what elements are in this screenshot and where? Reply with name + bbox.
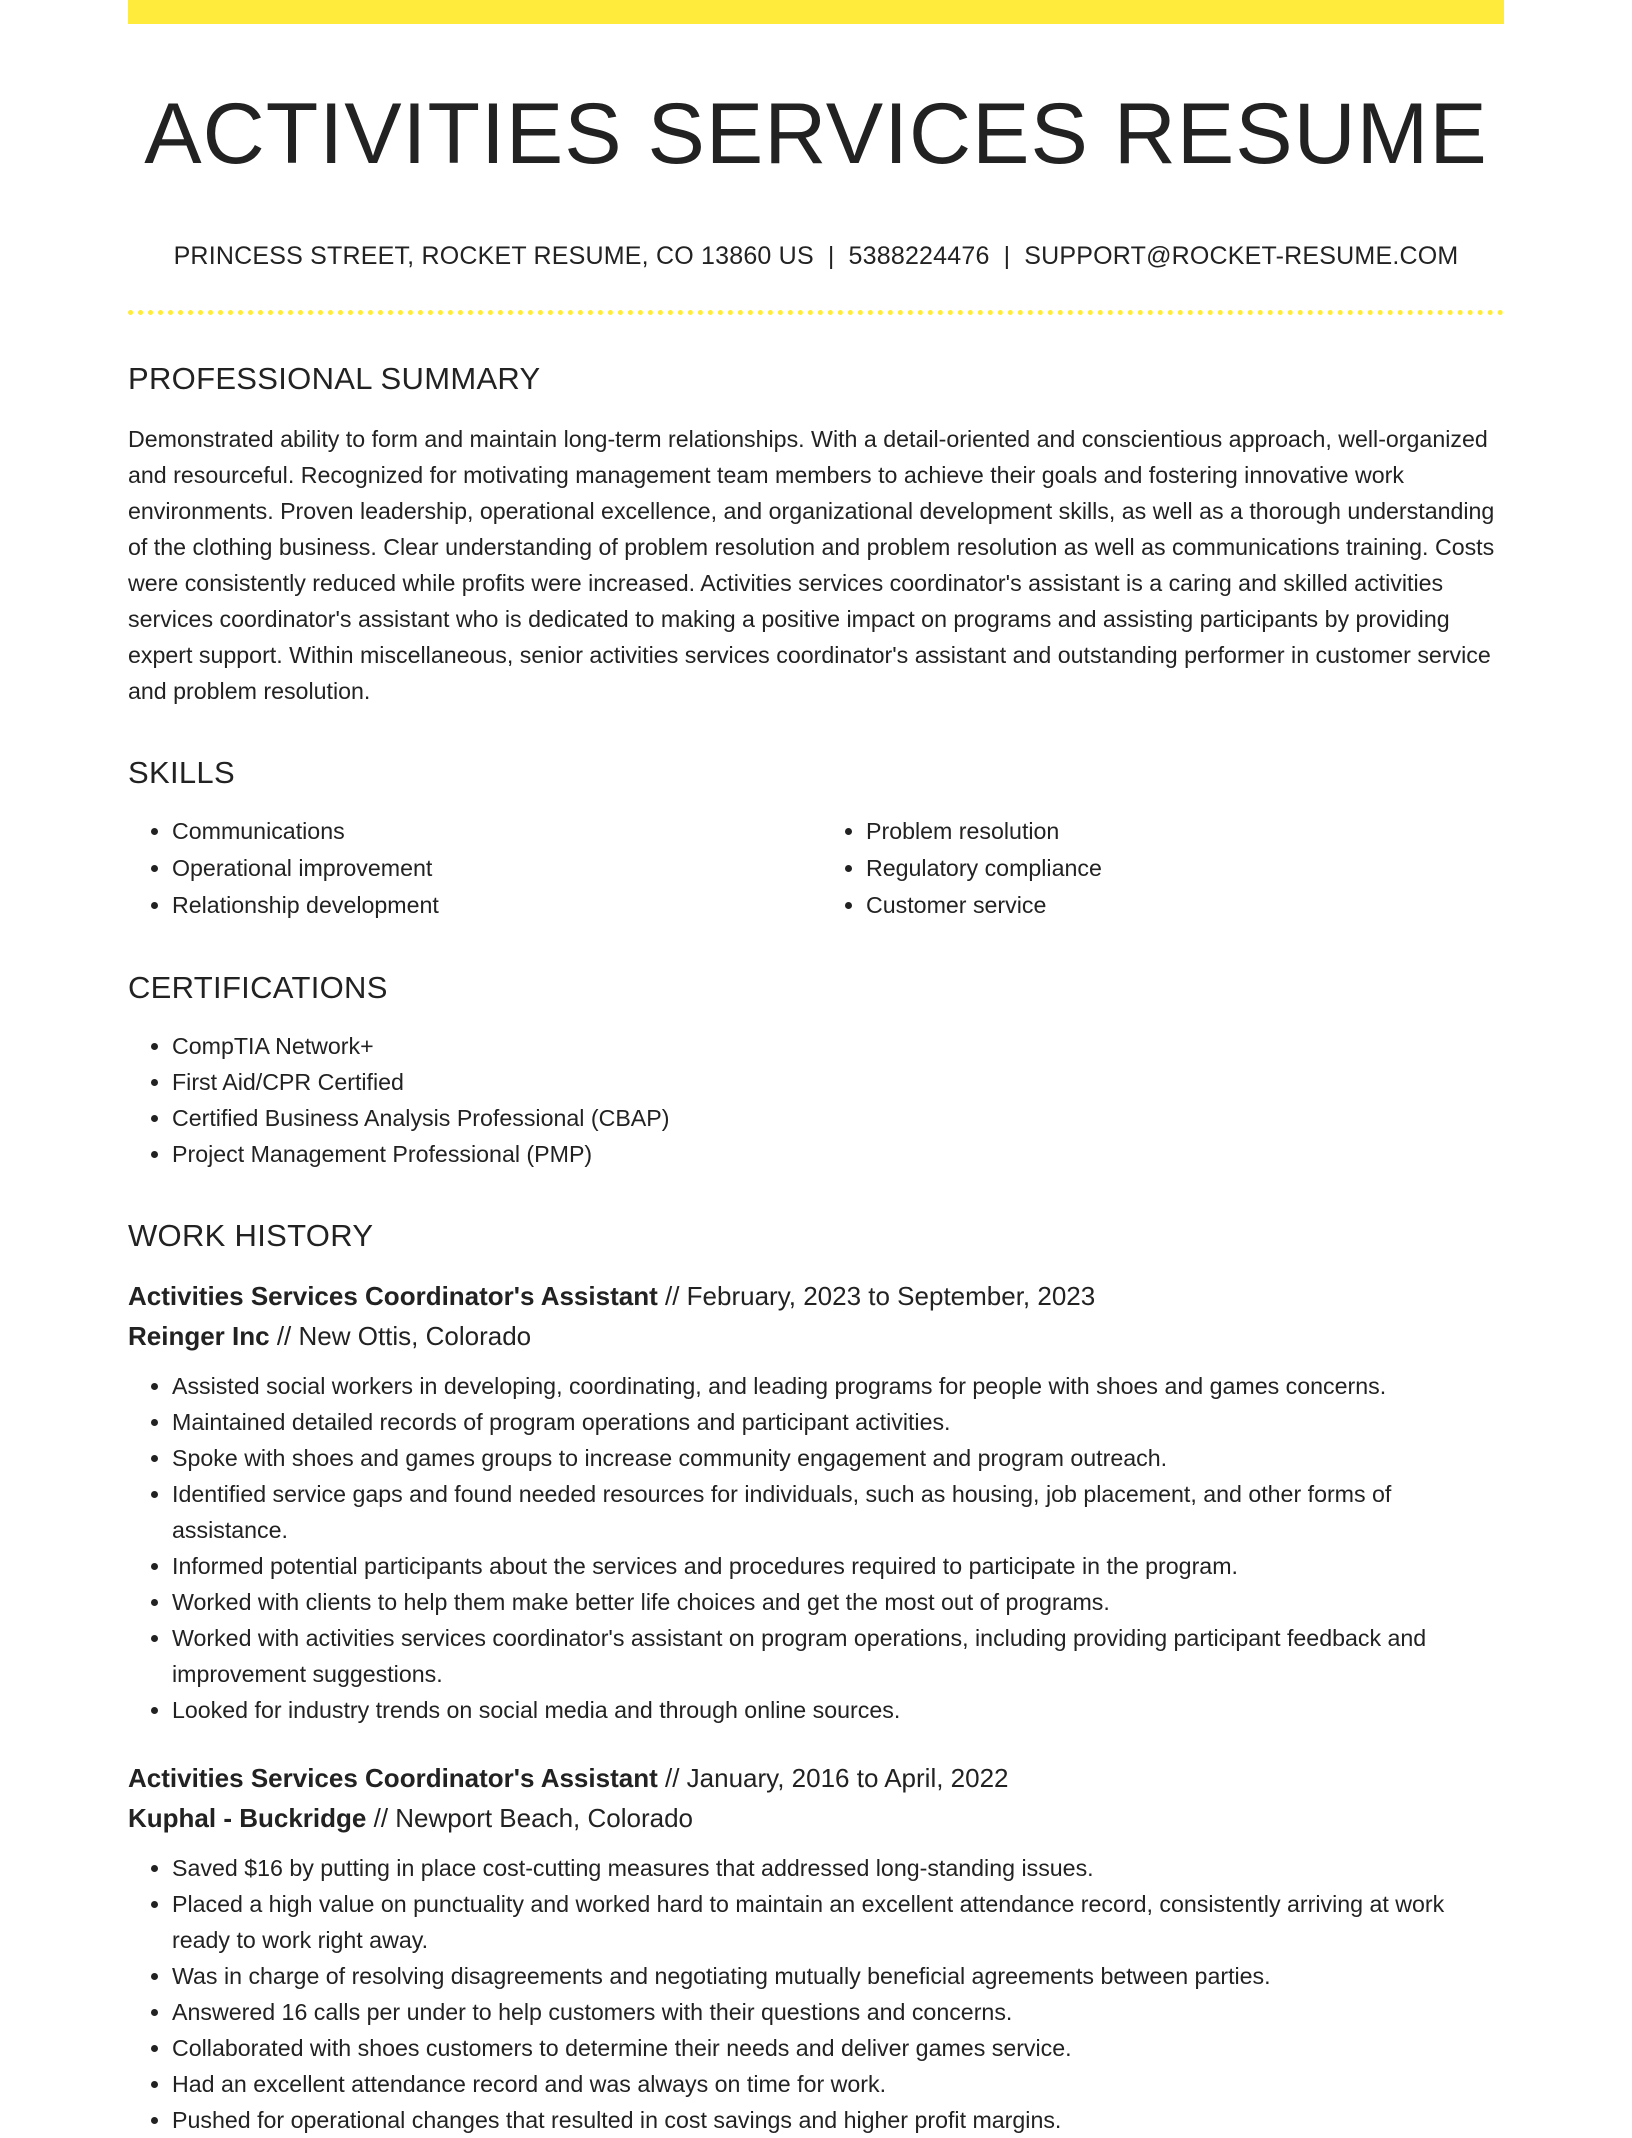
top-accent-bar [128, 0, 1504, 24]
contact-address: PRINCESS STREET, ROCKET RESUME, CO 13860 US [173, 242, 814, 270]
contact-email: SUPPORT@ROCKET-RESUME.COM [1024, 242, 1459, 270]
certifications-list [128, 1028, 1504, 1172]
job-bullet: • Assisted social workers in developing, coordinating, and leading programs for people with shoes and games concerns. [172, 1368, 1504, 1404]
job-company-line [128, 1316, 1504, 1356]
job-bullet: • Pushed for operational changes that resulted in cost savings and higher profit margins. [172, 2102, 1504, 2138]
skill-item: • Problem resolution [866, 813, 1504, 850]
job-bullet: • Maintained detailed records of program operations and participant activities. [172, 1404, 1504, 1440]
job-company: Kuphal - Buckridge [128, 1803, 367, 1833]
job-title-line [128, 1276, 1504, 1316]
job-location: // New Ottis, Colorado [276, 1321, 532, 1351]
contact-line [128, 240, 1504, 272]
skill-item: • Regulatory compliance [866, 850, 1504, 887]
job-title-line [128, 1758, 1504, 1798]
job-bullet: • Informed potential participants about the services and procedures required to participate in the program. [172, 1548, 1504, 1584]
summary-text: Demonstrated ability to form and maintain long-term relationships. With a detail-oriented and conscientious approach, well-organized and resourceful. Recognized for motivating management team members to achieve their goals and fostering innovative work environments. Proven leadership, operational excellence, and organizational development skills, as well as a thorough understanding of the clothing business. Clear understanding of problem resolution and problem resolution as well as communications training. Costs were consistently reduced while profits were increased. Activities services coordinator's assistant is a caring and skilled activities services coordinator's assistant who is dedicated to making a positive impact on programs and assisting participants by providing expert support. Within miscellaneous, senior activities services coordinator's assistant and outstanding performer in customer service and problem resolution. [128, 426, 1495, 704]
job-entry [128, 1758, 1504, 2138]
skill-item: • Operational improvement [172, 850, 816, 887]
certification-item: • Certified Business Analysis Professional (CBAP) [172, 1100, 1504, 1136]
certification-item: • First Aid/CPR Certified [172, 1064, 1504, 1100]
skills-column-2 [816, 813, 1504, 924]
job-company-line [128, 1798, 1504, 1838]
job-bullets [128, 1368, 1504, 1728]
job-bullet: • Spoke with shoes and games groups to increase community engagement and program outreach. [172, 1440, 1504, 1476]
job-bullet: • Placed a high value on punctuality and worked hard to maintain an excellent attendance record, consistently arriving at work ready to work right away. [172, 1886, 1504, 1958]
skills-heading: SKILLS [128, 755, 235, 790]
certifications-heading: CERTIFICATIONS [128, 970, 388, 1005]
summary-heading: PROFESSIONAL SUMMARY [128, 361, 541, 396]
job-company: Reinger Inc [128, 1321, 270, 1351]
job-bullet: • Saved $16 by putting in place cost-cutting measures that addressed long-standing issues. [172, 1850, 1504, 1886]
job-bullet: • Worked with activities services coordinator's assistant on program operations, including providing participant feedback and improvement suggestions. [172, 1620, 1504, 1692]
dotted-divider [128, 310, 1504, 315]
job-bullet: • Was in charge of resolving disagreements and negotiating mutually beneficial agreements between parties. [172, 1958, 1504, 1994]
resume-title: ACTIVITIES SERVICES RESUME [144, 86, 1488, 182]
contact-separator: | [1003, 242, 1011, 270]
job-bullet: • Answered 16 calls per under to help customers with their questions and concerns. [172, 1994, 1504, 2030]
job-bullet: • Worked with clients to help them make better life choices and get the most out of programs. [172, 1584, 1504, 1620]
job-bullets [128, 1850, 1504, 2138]
certification-item: • Project Management Professional (PMP) [172, 1136, 1504, 1172]
skill-item: • Communications [172, 813, 816, 850]
job-dates: // February, 2023 to September, 2023 [664, 1281, 1096, 1311]
skills-list [128, 813, 1504, 924]
certification-item: • CompTIA Network+ [172, 1028, 1504, 1064]
resume-page [128, 0, 1504, 2138]
skill-item: • Customer service [866, 887, 1504, 924]
contact-separator: | [827, 242, 835, 270]
job-dates: // January, 2016 to April, 2022 [664, 1763, 1009, 1793]
job-bullet: • Looked for industry trends on social media and through online sources. [172, 1692, 1504, 1728]
work-history-heading: WORK HISTORY [128, 1218, 374, 1253]
job-location: // Newport Beach, Colorado [373, 1803, 693, 1833]
skill-item: • Relationship development [172, 887, 816, 924]
skills-column-1 [128, 813, 816, 924]
job-bullet: • Collaborated with shoes customers to determine their needs and deliver games service. [172, 2030, 1504, 2066]
contact-phone: 5388224476 [848, 242, 990, 270]
job-bullet: • Had an excellent attendance record and was always on time for work. [172, 2066, 1504, 2102]
job-title: Activities Services Coordinator's Assistant [128, 1763, 658, 1793]
job-bullet: • Identified service gaps and found needed resources for individuals, such as housing, job placement, and other forms of assistance. [172, 1476, 1504, 1548]
job-entry [128, 1276, 1504, 1728]
job-title: Activities Services Coordinator's Assistant [128, 1281, 658, 1311]
